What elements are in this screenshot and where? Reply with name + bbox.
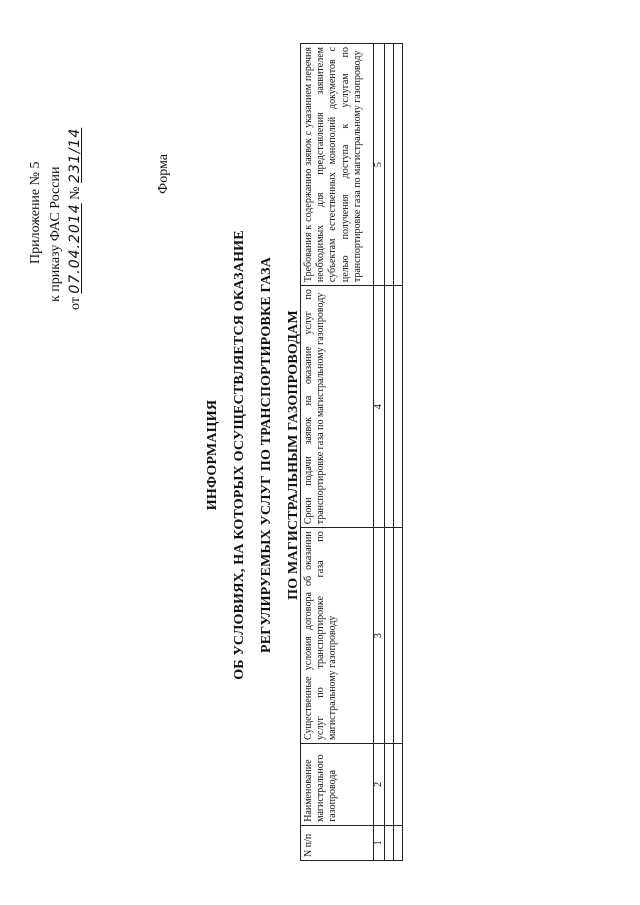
column-number-4: 4 — [374, 286, 385, 528]
table-cell — [385, 743, 394, 825]
table-column-numbers-row — [374, 44, 385, 861]
header-cell-pipeline-name: Наименование магистрального газопровода — [301, 743, 374, 825]
handwritten-number: 231/14 — [66, 127, 83, 184]
information-table — [300, 43, 403, 861]
title-line-2: ОБ УСЛОВИЯХ, НА КОТОРЫХ ОСУЩЕСТВЛЯЕТСЯ ОКАЗАНИЕ — [231, 230, 247, 680]
table-cell — [385, 286, 394, 528]
table-cell — [385, 825, 394, 860]
document-title — [200, 175, 308, 735]
table-header-row — [301, 44, 374, 861]
table-cell — [394, 286, 403, 528]
column-number-2: 2 — [374, 743, 385, 825]
table-cell — [394, 743, 403, 825]
number-label: № — [67, 186, 83, 200]
column-number-1: 1 — [374, 825, 385, 860]
date-prefix: от — [67, 297, 83, 310]
order-date-number — [66, 110, 86, 310]
title-line-4: ПО МАГИСТРАЛЬНЫМ ГАЗОПРОВОДАМ — [285, 310, 301, 600]
table-cell — [394, 44, 403, 286]
order-reference: к приказу ФАС России — [47, 166, 63, 302]
header-cell-contract-terms: Существенные условия договора об оказании услуг по транспортировке газа по магистральному газопроводу — [301, 528, 374, 744]
form-label: Форма — [156, 154, 171, 194]
table-cell — [394, 825, 403, 860]
title-line-1: ИНФОРМАЦИЯ — [205, 399, 220, 511]
table-row — [385, 44, 394, 861]
column-number-3: 3 — [374, 528, 385, 744]
column-number-5: 5 — [374, 44, 385, 286]
table-cell — [385, 528, 394, 744]
table-row — [394, 44, 403, 861]
header-cell-application-requirements: Требования к содержанию заявок с указанием перечня необходимых для представления заявителем субъектам естественных монополий документов с целью получения доступа к услугам по транспортировке газа по магистральному газопроводу — [301, 44, 374, 286]
appendix-number: Приложение № 5 — [28, 161, 43, 264]
header-cell-number: N п/п — [301, 825, 374, 860]
table-cell — [394, 528, 403, 744]
title-line-3: РЕГУЛИРУЕМЫХ УСЛУГ ПО ТРАНСПОРТИРОВКЕ ГАЗА — [258, 256, 274, 654]
header-cell-application-deadlines: Сроки подачи заявок на оказание услуг по транспортировке газа по магистральному газопроводу — [301, 286, 374, 528]
table-cell — [385, 44, 394, 286]
appendix-header — [26, 110, 86, 310]
handwritten-date: 07.04.2014 — [66, 203, 83, 294]
